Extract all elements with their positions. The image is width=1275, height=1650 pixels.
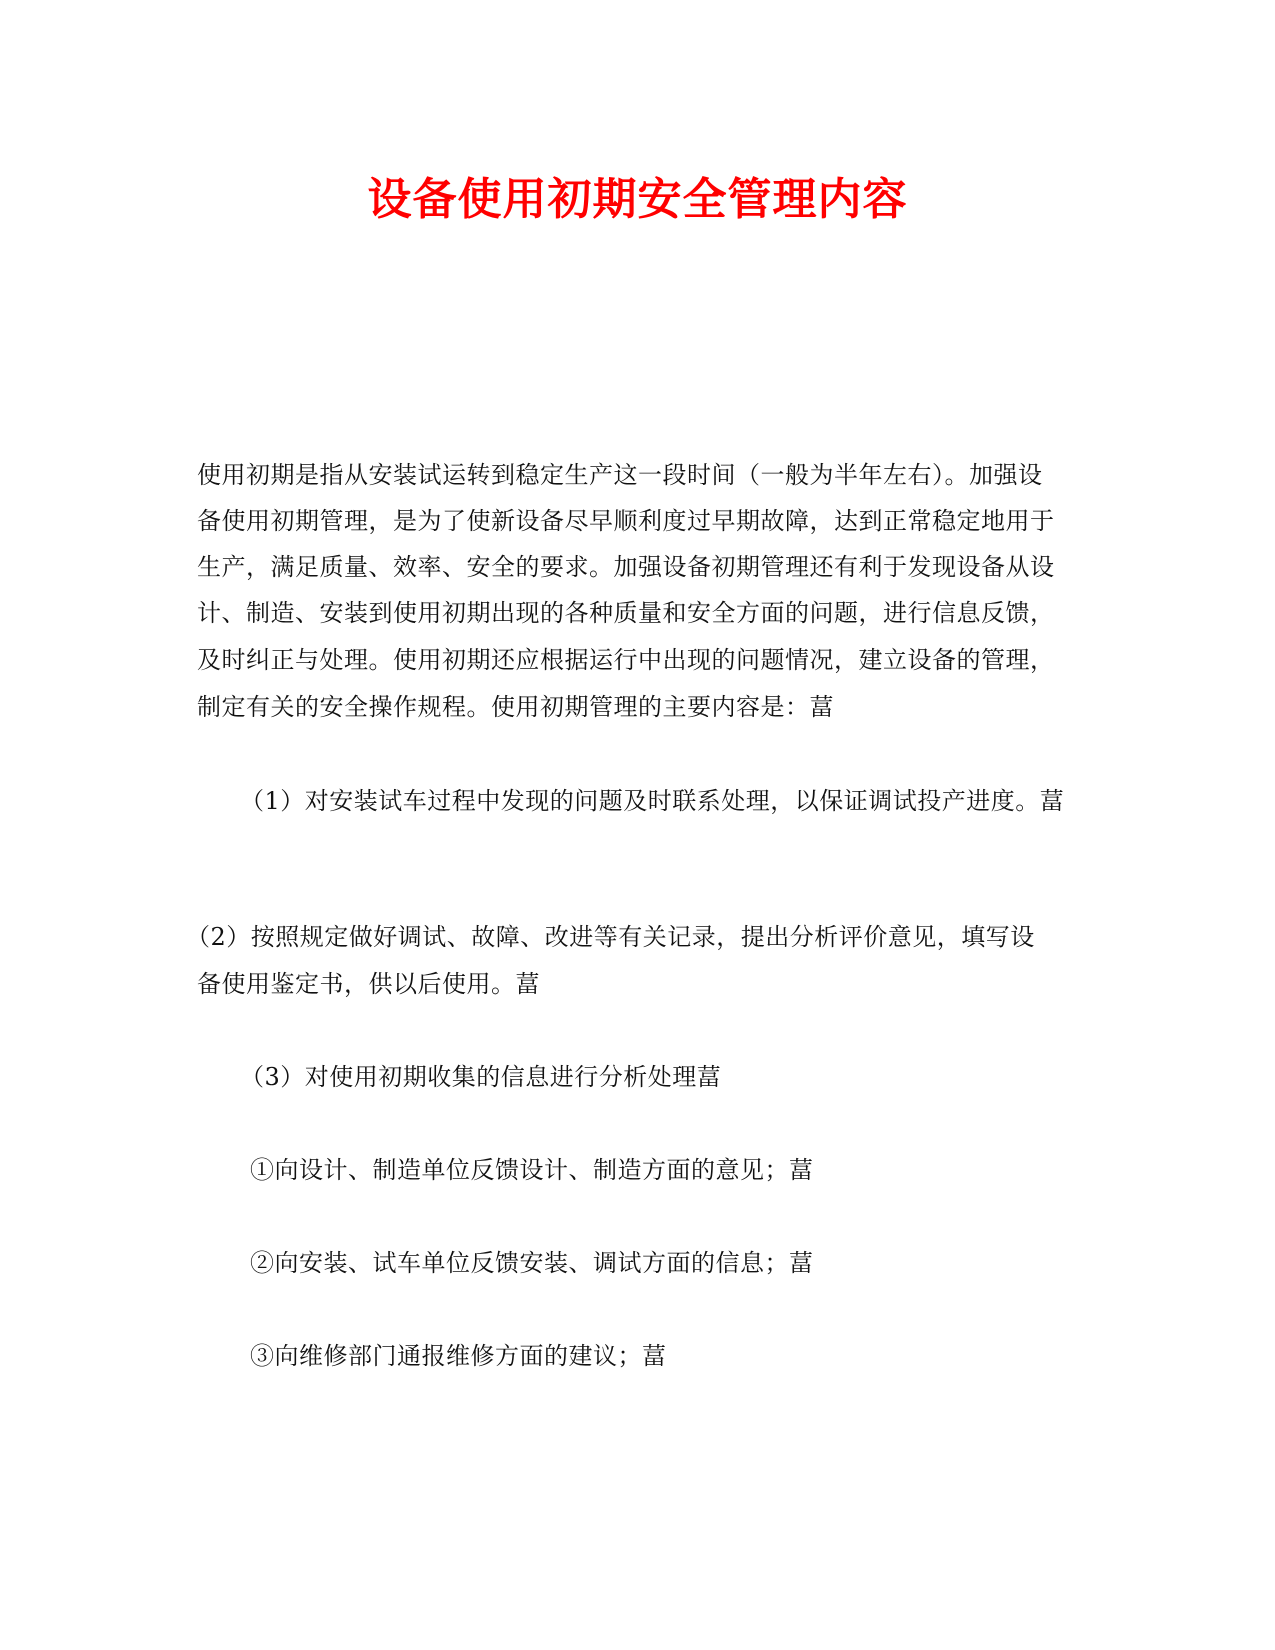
sub-item-2: ②向安装、试车单位反馈安装、调试方面的信息；葍 [250,1249,814,1277]
intro-line: 使用初期是指从安装试运转到稳定生产这一段时间（一般为半年左右）。加强设 [197,461,1043,489]
intro-line: 制定有关的安全操作规程。使用初期管理的主要内容是：葍 [197,693,834,721]
intro-line: 计、制造、安装到使用初期出现的各种质量和安全方面的问题，进行信息反馈， [197,599,1055,627]
sub-item-1: ①向设计、制造单位反馈设计、制造方面的意见；葍 [250,1156,814,1184]
item-2-line-2: 备使用鉴定书，供以后使用。葍 [197,970,540,998]
item-2-line-1: （2）按照规定做好调试、故障、改进等有关记录，提出分析评价意见，填写设 [186,923,1035,951]
document-title: 设备使用初期安全管理内容 [367,174,908,225]
item-1: （1）对安装试车过程中发现的问题及时联系处理，以保证调试投产进度。葍 [240,787,1065,815]
intro-line: 及时纠正与处理。使用初期还应根据运行中出现的问题情况，建立设备的管理， [197,646,1055,674]
intro-line: 生产，满足质量、效率、安全的要求。加强设备初期管理还有利于发现设备从设 [197,553,1055,581]
sub-item-3: ③向维修部门通报维修方面的建议；葍 [250,1342,667,1370]
intro-line: 备使用初期管理，是为了使新设备尽早顺利度过早期故障，达到正常稳定地用于 [197,507,1055,535]
item-3: （3）对使用初期收集的信息进行分析处理葍 [240,1063,722,1091]
